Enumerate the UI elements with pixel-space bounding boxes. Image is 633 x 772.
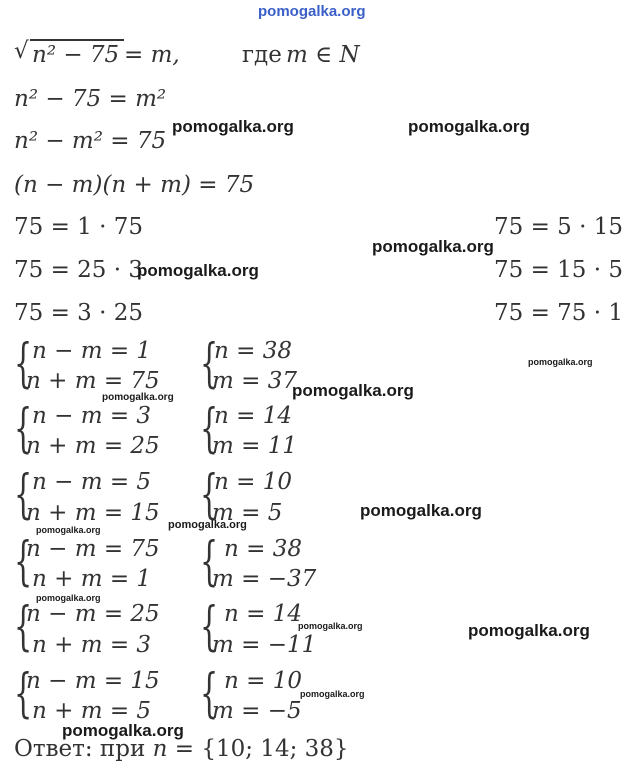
system-equation: n + m = 5 [32, 698, 152, 724]
watermark: pomogalka.org [62, 721, 184, 740]
system-solution: n = 14 [224, 601, 302, 627]
system-solution: m = −37 [212, 566, 317, 592]
system-equation: n + m = 15 [26, 500, 160, 526]
equals-m: = m, [124, 42, 180, 68]
system-equation: n − m = 75 [26, 536, 160, 562]
watermark: pomogalka.org [300, 689, 365, 699]
watermark: pomogalka.org [360, 501, 482, 520]
watermark: pomogalka.org [292, 381, 414, 400]
system-equation: n + m = 1 [32, 566, 152, 592]
factorization-left: 75 = 1 · 75 [14, 214, 143, 240]
watermark: pomogalka.org [372, 237, 494, 256]
equation-line-4: (n − m)(n + m) = 75 [14, 172, 255, 198]
watermark: pomogalka.org [36, 593, 101, 603]
factorization-left: 75 = 3 · 25 [14, 300, 143, 326]
watermark: pomogalka.org [36, 525, 101, 535]
watermark: pomogalka.org [168, 519, 247, 531]
left-brace: { [200, 597, 219, 657]
left-brace: { [14, 597, 33, 657]
watermark: pomogalka.org [408, 117, 530, 136]
where-word: где [242, 42, 282, 68]
system-solution: n = 10 [214, 469, 292, 495]
system-equation: n + m = 3 [32, 632, 152, 658]
system-equation: n + m = 25 [26, 433, 160, 459]
watermark: pomogalka.org [172, 117, 294, 136]
system-solution: m = 11 [212, 433, 297, 459]
factorization-right: 75 = 15 · 5 [494, 257, 623, 283]
sqrt-sign: √ [14, 38, 29, 64]
system-equation: n − m = 1 [32, 338, 152, 364]
system-equation: n − m = 25 [26, 601, 160, 627]
left-brace: { [200, 334, 219, 394]
watermark: pomogalka.org [468, 621, 590, 640]
system-solution: m = 5 [212, 500, 283, 526]
equation-line-3: n² − m² = 75 [14, 128, 167, 154]
left-brace: { [14, 532, 33, 592]
radicand: n² − 75 [32, 42, 120, 68]
system-solution: n = 14 [214, 403, 292, 429]
system-solution: m = −5 [212, 698, 302, 724]
watermark: pomogalka.org [298, 621, 363, 631]
factorization-right: 75 = 5 · 15 [494, 214, 623, 240]
left-brace: { [14, 664, 33, 724]
factorization-right: 75 = 75 · 1 [494, 300, 623, 326]
system-solution: n = 38 [224, 536, 302, 562]
system-equation: n − m = 5 [32, 469, 152, 495]
left-brace: { [14, 399, 33, 459]
system-solution: n = 38 [214, 338, 292, 364]
system-equation: n − m = 3 [32, 403, 152, 429]
watermark: pomogalka.org [137, 261, 259, 280]
header-watermark[interactable]: pomogalka.org [258, 3, 366, 20]
answer-prefix: Ответ: при [14, 736, 153, 762]
system-equation: n + m = 75 [26, 368, 160, 394]
answer-value: = {10; 14; 38} [167, 736, 349, 762]
left-brace: { [200, 399, 219, 459]
left-brace: { [14, 334, 33, 394]
system-solution: m = −11 [212, 632, 317, 658]
answer-line [14, 738, 349, 761]
condition: m ∈ N [286, 42, 360, 68]
equation-line-2: n² − 75 = m² [14, 86, 167, 112]
left-brace: { [200, 465, 219, 525]
left-brace: { [200, 664, 219, 724]
system-solution: n = 10 [224, 668, 302, 694]
sqrt-bar [30, 39, 124, 41]
answer-variable: n [152, 736, 168, 762]
watermark: pomogalka.org [528, 357, 593, 367]
left-brace: { [200, 532, 219, 592]
system-solution: m = 37 [212, 368, 297, 394]
system-equation: n − m = 15 [26, 668, 160, 694]
watermark: pomogalka.org [102, 392, 174, 403]
factorization-left: 75 = 25 · 3 [14, 257, 143, 283]
left-brace: { [14, 465, 33, 525]
